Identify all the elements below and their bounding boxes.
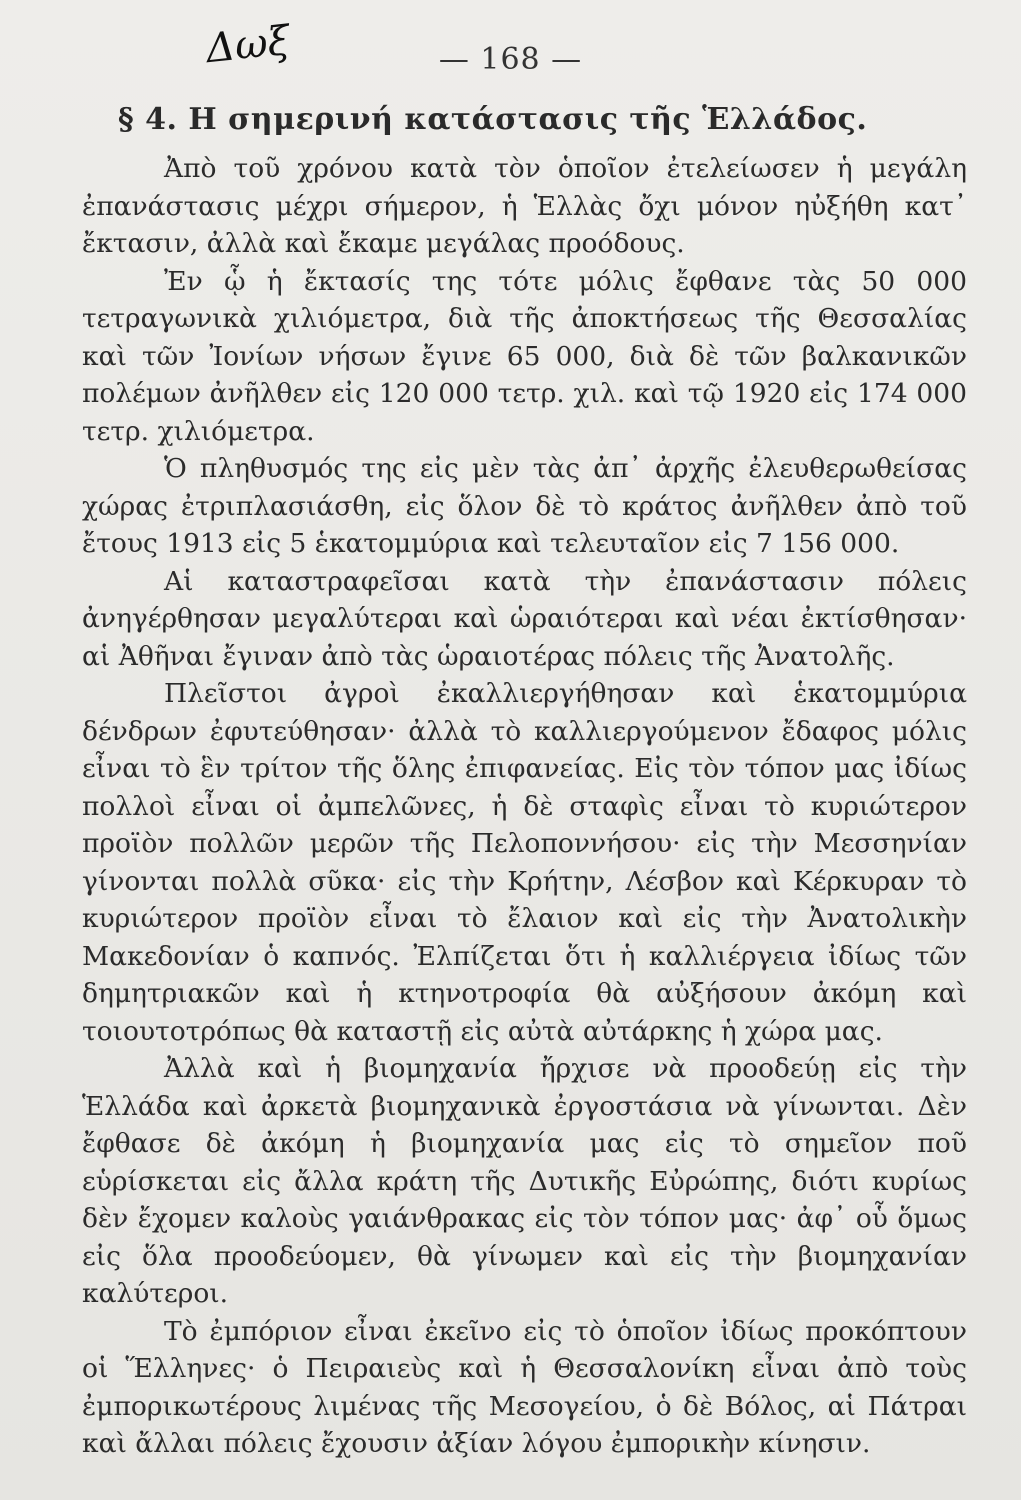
paragraph-5: Πλεῖστοι ἀγροὶ ἐκαλλιεργήθησαν καὶ ἑκατομμύρια δένδρων ἐφυτεύθησαν· ἀλλὰ τὸ καλλιεργούμενον ἔδαφος μόλις εἶναι τὸ ἓν τρίτον τῆς ὅλης ἐπιφανείας. Εἰς τὸν τόπον μας ἰδίως πολλοὶ εἶναι οἱ ἀμπελῶνες, ἡ δὲ σταφὶς εἶναι τὸ κυριώτερον προϊὸν πολλῶν μερῶν τῆς Πελοποννήσου· εἰς τὴν Μεσσηνίαν γίνονται πολλὰ σῦκα· εἰς τὴν Κρήτην, Λέσβον καὶ Κέρκυραν τὸ κυριώτερον προϊὸν εἶναι τὸ ἔλαιον καὶ εἰς τὴν Ἀνατολικὴν Μακεδονίαν ὁ καπνός. Ἐλπίζεται ὅτι ἡ καλλιέργεια ἰδίως τῶν δημητριακῶν καὶ ἡ κτηνοτροφία θὰ αὐξήσουν ἀκόμη καὶ τοιουτοτρόπως θὰ καταστῇ εἰς αὐτὰ αὐτάρκης ἡ χώρα μας. <box>82 678 967 1047</box>
body-text <box>82 150 967 1463</box>
handwritten-annotation: Δωξ <box>203 17 292 73</box>
paragraph-2: Ἐν ᾧ ἡ ἔκτασίς της τότε μόλις ἔφθανε τὰς 50 000 τετραγωνικὰ χιλιόμετρα, διὰ τῆς ἀποκτήσεως τῆς Θεσσαλίας καὶ τῶν Ἰονίων νήσων ἔγινε 65 000, διὰ δὲ τῶν βαλκανικῶν πολέμων ἀνῆλθεν εἰς 120 000 τετρ. χιλ. καὶ τῷ 1920 εἰς 174 000 τετρ. χιλιόμετρα. <box>82 265 967 447</box>
paragraph-4: Αἱ καταστραφεῖσαι κατὰ τὴν ἐπανάστασιν πόλεις ἀνηγέρθησαν μεγαλύτεραι καὶ ὡραιότεραι καὶ νέαι ἐκτίσθησαν· αἱ Ἀθῆναι ἔγιναν ἀπὸ τὰς ὡραιοτέρας πόλεις τῆς Ἀνατολῆς. <box>82 565 967 672</box>
page-number: — 168 — <box>438 42 583 77</box>
paragraph-3: Ὁ πληθυσμός της εἰς μὲν τὰς ἀπ᾽ ἀρχῆς ἐλευθερωθείσας χώρας ἐτριπλασιάσθη, εἰς ὅλον δὲ τὸ κράτος ἀνῆλθεν ἀπὸ τοῦ ἔτους 1913 εἰς 5 ἑκατομμύρια καὶ τελευταῖον εἰς 7 156 000. <box>82 453 967 559</box>
paragraph-6: Ἀλλὰ καὶ ἡ βιομηχανία ἤρχισε νὰ προοδεύῃ εἰς τὴν Ἑλλάδα καὶ ἀρκετὰ βιομηχανικὰ ἐργοστάσια νὰ γίνωνται. Δὲν ἔφθασε δὲ ἀκόμη ἡ βιομηχανία μας εἰς τὸ σημεῖον ποῦ εὑρίσκεται εἰς ἄλλα κράτη τῆς Δυτικῆς Εὐρώπης, διότι κυρίως δὲν ἔχομεν καλοὺς γαιάνθρακας εἰς τὸν τόπον μας· ἀφ᾽ οὗ ὅμως εἰς ὅλα προοδεύομεν, θὰ γίνωμεν καὶ εἰς τὴν βιομηχανίαν καλύτεροι. <box>82 1053 967 1309</box>
section-heading: § 4. Η σημερινή κατάστασις τῆς Ἑλλάδος. <box>118 102 868 137</box>
paragraph-1: Ἀπὸ τοῦ χρόνου κατὰ τὸν ὁποῖον ἐτελείωσεν ἡ μεγάλη ἐπανάστασις μέχρι σήμερον, ἡ Ἑλλὰς ὄχι μόνον ηὐξήθη κατ᾽ ἔκτασιν, ἀλλὰ καὶ ἔκαμε μεγάλας προόδους. <box>82 153 967 259</box>
paragraph-7: Τὸ ἐμπόριον εἶναι ἐκεῖνο εἰς τὸ ὁποῖον ἰδίως προκόπτουν οἱ Ἕλληνες· ὁ Πειραιεὺς καὶ ἡ Θεσσαλονίκη εἶναι ἀπὸ τοὺς ἐμπορικωτέρους λιμένας τῆς Μεσογείου, ὁ δὲ Βόλος, αἱ Πάτραι καὶ ἄλλαι πόλεις ἔχουσιν ἀξίαν λόγου ἐμπορικὴν κίνησιν. <box>82 1315 967 1459</box>
